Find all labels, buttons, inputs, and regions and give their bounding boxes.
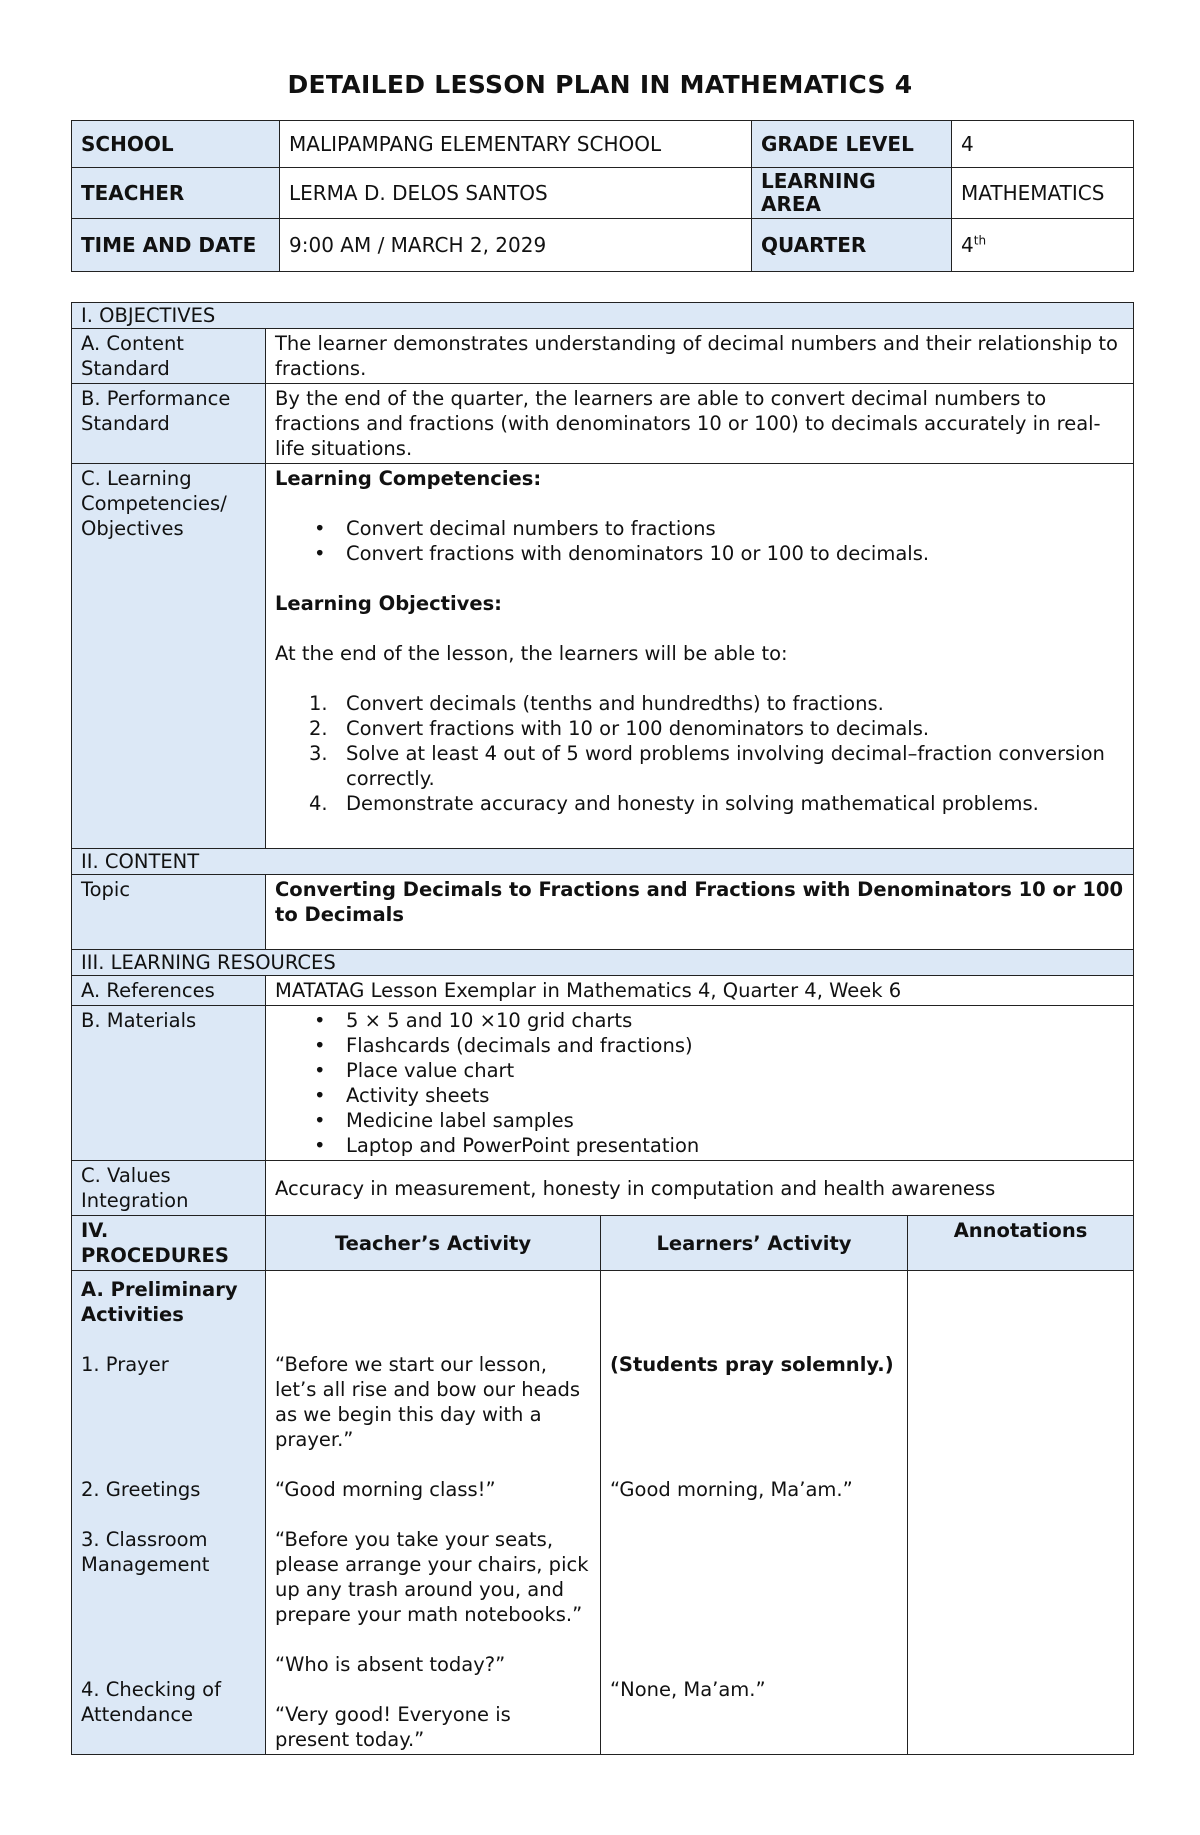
quarter-suffix: th	[973, 232, 987, 247]
performance-standard-label: B. Performance Standard	[72, 384, 266, 464]
teacher-activity-cell	[266, 1271, 601, 1755]
performance-standard-text: By the end of the quarter, the learners are able to convert decimal numbers to fractions and fractions (with denominators 10 or 100) to decimals accurately in real-life situations.	[266, 384, 1134, 464]
list-item: • Activity sheets	[346, 1083, 1124, 1108]
references-text: MATATAG Lesson Exemplar in Mathematics 4, Quarter 4, Week 6	[266, 976, 1134, 1006]
resources-heading: III. LEARNING RESOURCES	[72, 950, 1134, 976]
prayer-teacher-text: “Before we start our lesson, let’s all rise and bow our heads as we begin this day with a prayer.”	[275, 1353, 581, 1451]
content-standard-label: A. Content Standard	[72, 329, 266, 384]
list-item: • 5 × 5 and 10 ×10 grid charts	[346, 1008, 1124, 1033]
topic-text: Converting Decimals to Fractions and Fractions with Denominators 10 or 100 to Decimals	[266, 875, 1134, 950]
list-item: Solve at least 4 out of 5 word problems involving decimal–fraction conversion correctly.	[346, 742, 1105, 790]
attendance-teacher-question: “Who is absent today?”	[275, 1653, 506, 1676]
list-item: • Laptop and PowerPoint presentation	[346, 1133, 1124, 1158]
objectives-heading: I. OBJECTIVES	[72, 303, 1134, 329]
document-title: DETAILED LESSON PLAN IN MATHEMATICS 4	[287, 70, 913, 99]
teacher-label: TEACHER	[72, 168, 280, 219]
prayer-learner-text: (Students pray solemnly.)	[610, 1353, 894, 1376]
competencies-list	[275, 516, 1124, 566]
values-label: C. Values Integration	[72, 1161, 266, 1216]
classroom-management-label: 3. Classroom Management	[81, 1528, 210, 1576]
time-date-value: 9:00 AM / MARCH 2, 2029	[280, 219, 752, 272]
classroom-teacher-text: “Before you take your seats, please arrange your chairs, pick up any trash around you, and prepare your math notebooks.”	[275, 1528, 589, 1626]
annotations-header: Annotations	[908, 1216, 1134, 1271]
attendance-teacher-response: “Very good! Everyone is present today.”	[275, 1703, 511, 1751]
list-item: • Place value chart	[346, 1058, 1124, 1083]
objectives-intro: At the end of the lesson, the learners will be able to:	[275, 642, 788, 665]
greetings-teacher-text: “Good morning class!”	[275, 1478, 496, 1501]
teacher-activity-header: Teacher’s Activity	[266, 1216, 601, 1271]
greetings-learner-text: “Good morning, Ma’am.”	[610, 1478, 853, 1501]
materials-label: B. Materials	[72, 1006, 266, 1161]
competencies-cell	[266, 464, 1134, 849]
list-item: • Convert fractions with denominators 10 or 100 to decimals.	[346, 541, 1124, 566]
list-item: Convert fractions with 10 or 100 denominators to decimals.	[346, 717, 930, 740]
attendance-label: 4. Checking of Attendance	[81, 1678, 221, 1726]
learner-activity-cell	[601, 1271, 908, 1755]
procedures-heading: IV. PROCEDURES	[72, 1216, 266, 1271]
list-item: • Convert decimal numbers to fractions	[346, 516, 1124, 541]
quarter-value	[952, 219, 1134, 272]
header-table	[71, 120, 1134, 272]
learning-area-label: LEARNING AREA	[752, 168, 952, 219]
school-value: MALIPAMPANG ELEMENTARY SCHOOL	[280, 121, 752, 168]
list-item: Convert decimals (tenths and hundredths) to fractions.	[346, 692, 884, 715]
competencies-heading: Learning Competencies:	[275, 467, 542, 490]
competencies-label: C. Learning Competencies/ Objectives	[72, 464, 266, 849]
objectives-list	[275, 691, 1124, 816]
references-label: A. References	[72, 976, 266, 1006]
lesson-plan-table	[71, 302, 1134, 1755]
values-text: Accuracy in measurement, honesty in computation and health awareness	[266, 1161, 1134, 1216]
grade-level-label: GRADE LEVEL	[752, 121, 952, 168]
greetings-label: 2. Greetings	[81, 1478, 201, 1501]
prayer-label: 1. Prayer	[81, 1353, 169, 1376]
annotations-cell	[908, 1271, 1134, 1755]
content-heading: II. CONTENT	[72, 849, 1134, 875]
time-date-label: TIME AND DATE	[72, 219, 280, 272]
preliminary-heading: A. Preliminary Activities	[81, 1278, 238, 1326]
list-item: • Flashcards (decimals and fractions)	[346, 1033, 1124, 1058]
objectives-subheading: Learning Objectives:	[275, 592, 502, 615]
learning-area-value: MATHEMATICS	[952, 168, 1134, 219]
list-item: • Medicine label samples	[346, 1108, 1124, 1133]
quarter-number: 4	[961, 232, 974, 257]
school-label: SCHOOL	[72, 121, 280, 168]
materials-cell	[266, 1006, 1134, 1161]
quarter-label: QUARTER	[752, 219, 952, 272]
materials-list	[275, 1008, 1124, 1158]
grade-level-value: 4	[952, 121, 1134, 168]
content-standard-text: The learner demonstrates understanding of decimal numbers and their relationship to fractions.	[266, 329, 1134, 384]
preliminary-labels-cell	[72, 1271, 266, 1755]
attendance-learner-text: “None, Ma’am.”	[610, 1678, 766, 1701]
topic-label: Topic	[72, 875, 266, 950]
teacher-value: LERMA D. DELOS SANTOS	[280, 168, 752, 219]
learner-activity-header: Learners’ Activity	[601, 1216, 908, 1271]
list-item: Demonstrate accuracy and honesty in solving mathematical problems.	[346, 792, 1039, 815]
